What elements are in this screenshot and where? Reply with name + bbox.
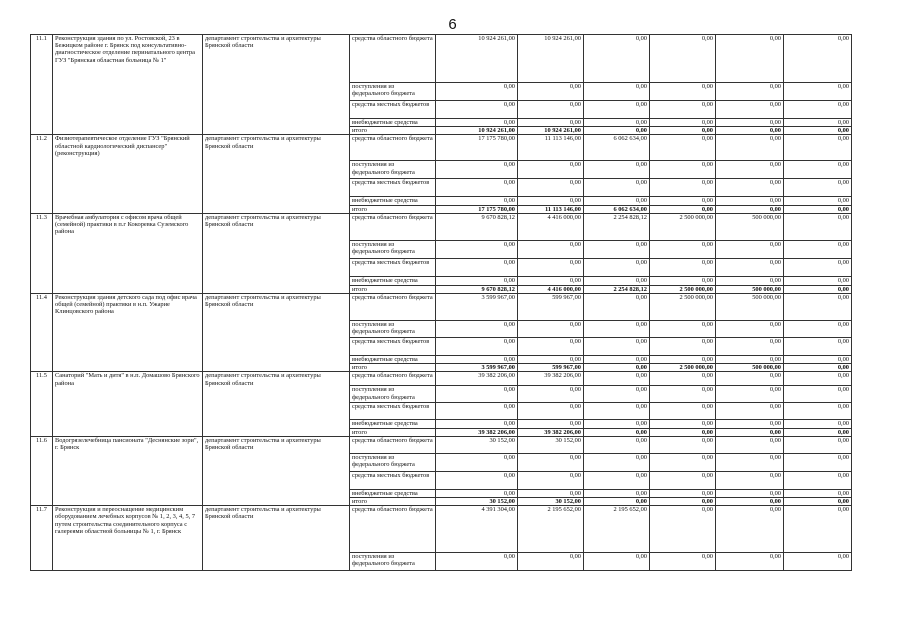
amount-cell: 0,00 [584,453,650,471]
amount-cell: 0,00 [584,179,650,197]
funding-source: поступления из федерального бюджета [350,321,436,338]
table-row [31,35,852,83]
funding-source: средства областного бюджета [350,436,436,453]
amount-cell: 0,00 [784,35,852,83]
funding-source: внебюджетные средства [350,420,436,428]
amount-cell: 0,00 [784,161,852,179]
amount-cell: 0,00 [436,471,518,489]
amount-cell: 0,00 [716,453,784,471]
amount-cell: 0,00 [518,489,584,497]
funding-source: внебюджетные средства [350,197,436,205]
amount-cell: 0,00 [518,553,584,571]
amount-cell: 0,00 [650,403,716,420]
amount-cell: 0,00 [436,179,518,197]
responsible-department: департамент строительства и архитектуры Брянской области [203,436,350,505]
amount-cell: 0,00 [650,338,716,356]
amount-cell: 39 382 206,00 [436,372,518,386]
responsible-department: департамент строительства и архитектуры Брянской области [203,294,350,372]
amount-cell: 0,00 [584,489,650,497]
amount-cell: 0,00 [518,338,584,356]
project-description: Реконструкция здания детского сада под офис врача общей (семейной) практики в н.п. Ужарие Клинцовского района [53,294,203,372]
amount-cell: 0,00 [584,553,650,571]
amount-cell: 0,00 [716,498,784,506]
amount-cell: 0,00 [716,205,784,213]
amount-cell: 0,00 [716,420,784,428]
responsible-department: департамент строительства и архитектуры Брянской области [203,135,350,213]
amount-cell: 0,00 [584,119,650,127]
amount-cell: 0,00 [784,356,852,364]
amount-cell: 0,00 [650,372,716,386]
amount-cell: 2 500 000,00 [650,294,716,321]
amount-cell: 0,00 [436,101,518,119]
amount-cell: 0,00 [716,356,784,364]
amount-cell: 0,00 [650,276,716,285]
item-number: 11.4 [31,294,53,372]
amount-cell: 0,00 [436,258,518,276]
amount-cell: 0,00 [650,428,716,436]
amount-cell: 0,00 [584,471,650,489]
amount-cell: 0,00 [518,101,584,119]
funding-source: средства областного бюджета [350,372,436,386]
amount-cell: 0,00 [650,436,716,453]
amount-cell: 0,00 [518,258,584,276]
amount-cell: 500 000,00 [716,285,784,293]
amount-cell: 0,00 [784,276,852,285]
amount-cell: 0,00 [436,403,518,420]
amount-cell: 39 382 206,00 [518,372,584,386]
responsible-department: департамент строительства и архитектуры Брянской области [203,372,350,436]
amount-cell: 10 924 261,00 [518,127,584,135]
amount-cell: 0,00 [784,119,852,127]
amount-cell: 0,00 [716,35,784,83]
amount-cell: 0,00 [518,471,584,489]
funding-source: внебюджетные средства [350,276,436,285]
amount-cell: 0,00 [436,276,518,285]
amount-cell: 0,00 [784,420,852,428]
funding-source: средства местных бюджетов [350,101,436,119]
amount-cell: 0,00 [436,338,518,356]
funding-source: поступления из федерального бюджета [350,83,436,101]
amount-cell: 0,00 [784,285,852,293]
amount-cell: 0,00 [716,240,784,258]
amount-cell: 0,00 [584,321,650,338]
table-row [31,372,852,386]
amount-cell: 0,00 [784,364,852,372]
amount-cell: 0,00 [584,197,650,205]
amount-cell: 0,00 [584,428,650,436]
amount-cell: 2 195 652,00 [518,506,584,553]
project-description: Реконструкция и переоснащение медицинским оборудованием лечебных корпусов № 1, 2, 3, 4, 5, 7 путем строительства соединительного корпуса с галереями областной больницы № 1, г. Брянск [53,506,203,571]
amount-cell: 0,00 [784,101,852,119]
amount-cell: 10 924 261,00 [436,35,518,83]
amount-cell: 0,00 [584,403,650,420]
amount-cell: 0,00 [584,372,650,386]
amount-cell: 0,00 [716,258,784,276]
amount-cell: 0,00 [436,489,518,497]
amount-cell: 2 500 000,00 [650,364,716,372]
funding-source: средства областного бюджета [350,506,436,553]
amount-cell: 2 254 828,12 [584,285,650,293]
amount-cell: 0,00 [650,356,716,364]
amount-cell: 0,00 [716,101,784,119]
table-row [31,135,852,161]
amount-cell: 0,00 [436,119,518,127]
amount-cell: 0,00 [650,119,716,127]
amount-cell: 0,00 [716,489,784,497]
amount-cell: 0,00 [716,372,784,386]
amount-cell: 0,00 [784,453,852,471]
amount-cell: 599 967,00 [518,364,584,372]
amount-cell: 0,00 [584,338,650,356]
amount-cell: 0,00 [650,240,716,258]
amount-cell: 9 670 828,12 [436,285,518,293]
item-number: 11.6 [31,436,53,505]
amount-cell: 0,00 [716,338,784,356]
amount-cell: 10 924 261,00 [436,127,518,135]
item-number: 11.3 [31,213,53,293]
amount-cell: 9 670 828,12 [436,213,518,240]
amount-cell: 0,00 [436,321,518,338]
amount-cell: 0,00 [518,197,584,205]
amount-cell: 0,00 [436,356,518,364]
amount-cell: 11 113 146,00 [518,205,584,213]
funding-source: средства областного бюджета [350,35,436,83]
project-description: Санаторий "Мать и дитя" в н.п. Домашово Брянского района [53,372,203,436]
funding-source: итого [350,205,436,213]
amount-cell: 0,00 [518,83,584,101]
amount-cell: 0,00 [784,321,852,338]
funding-source: поступления из федерального бюджета [350,240,436,258]
amount-cell: 0,00 [650,135,716,161]
amount-cell: 0,00 [584,276,650,285]
amount-cell: 0,00 [518,240,584,258]
amount-cell: 0,00 [436,420,518,428]
amount-cell: 0,00 [650,197,716,205]
amount-cell: 0,00 [784,506,852,553]
responsible-department: департамент строительства и архитектуры Брянской области [203,35,350,135]
amount-cell: 0,00 [784,372,852,386]
amount-cell: 0,00 [716,471,784,489]
item-number: 11.2 [31,135,53,213]
amount-cell: 0,00 [650,506,716,553]
item-number: 11.1 [31,35,53,135]
amount-cell: 0,00 [584,386,650,403]
amount-cell: 0,00 [584,364,650,372]
project-description: Водогрязелечебница пансионата "Деснянские зори", г. Брянск [53,436,203,505]
amount-cell: 0,00 [584,258,650,276]
amount-cell: 0,00 [436,386,518,403]
amount-cell: 17 175 780,00 [436,135,518,161]
funding-source: итого [350,428,436,436]
amount-cell: 0,00 [716,197,784,205]
amount-cell: 0,00 [650,205,716,213]
amount-cell: 0,00 [650,83,716,101]
amount-cell: 0,00 [650,258,716,276]
amount-cell: 0,00 [518,179,584,197]
amount-cell: 0,00 [650,35,716,83]
amount-cell: 0,00 [436,240,518,258]
amount-cell: 2 254 828,12 [584,213,650,240]
responsible-department: департамент строительства и архитектуры Брянской области [203,506,350,571]
funding-source: средства местных бюджетов [350,471,436,489]
amount-cell: 0,00 [784,553,852,571]
amount-cell: 0,00 [584,161,650,179]
project-description: Реконструкция здания по ул. Ростовской, 23 в Бежицком районе г. Брянск под консультативно-диагностическое отделение перинатального центра ГУЗ "Брянская областная больница № 1" [53,35,203,135]
amount-cell: 0,00 [518,321,584,338]
amount-cell: 0,00 [650,179,716,197]
amount-cell: 0,00 [518,276,584,285]
amount-cell: 17 175 780,00 [436,205,518,213]
amount-cell: 30 152,00 [518,498,584,506]
amount-cell: 0,00 [518,356,584,364]
amount-cell: 0,00 [436,553,518,571]
amount-cell: 0,00 [650,161,716,179]
amount-cell: 0,00 [650,453,716,471]
budget-table [30,34,852,571]
amount-cell: 0,00 [716,436,784,453]
funding-source: итого [350,498,436,506]
amount-cell: 0,00 [650,386,716,403]
amount-cell: 0,00 [716,386,784,403]
amount-cell: 0,00 [584,420,650,428]
funding-source: внебюджетные средства [350,489,436,497]
amount-cell: 3 599 967,00 [436,364,518,372]
amount-cell: 0,00 [784,205,852,213]
amount-cell: 0,00 [716,83,784,101]
amount-cell: 0,00 [436,197,518,205]
funding-source: внебюджетные средства [350,119,436,127]
amount-cell: 0,00 [584,83,650,101]
amount-cell: 500 000,00 [716,294,784,321]
funding-source: средства областного бюджета [350,213,436,240]
amount-cell: 0,00 [716,321,784,338]
amount-cell: 0,00 [716,127,784,135]
amount-cell: 500 000,00 [716,213,784,240]
amount-cell: 39 382 206,00 [436,428,518,436]
amount-cell: 0,00 [784,135,852,161]
amount-cell: 0,00 [784,240,852,258]
amount-cell: 0,00 [716,506,784,553]
amount-cell: 2 195 652,00 [584,506,650,553]
amount-cell: 0,00 [436,83,518,101]
amount-cell: 0,00 [784,436,852,453]
funding-source: средства местных бюджетов [350,179,436,197]
table-row [31,436,852,453]
amount-cell: 4 391 304,00 [436,506,518,553]
item-number: 11.7 [31,506,53,571]
funding-source: средства областного бюджета [350,135,436,161]
funding-source: поступления из федерального бюджета [350,386,436,403]
project-description: Врачебная амбулатория с офисом врача общей (семейной) практики в п.г Кокоревка Суземского района [53,213,203,293]
amount-cell: 0,00 [716,403,784,420]
amount-cell: 0,00 [650,321,716,338]
amount-cell: 0,00 [716,135,784,161]
amount-cell: 0,00 [650,553,716,571]
amount-cell: 30 152,00 [436,498,518,506]
amount-cell: 0,00 [518,453,584,471]
funding-source: внебюджетные средства [350,356,436,364]
amount-cell: 0,00 [518,386,584,403]
amount-cell: 10 924 261,00 [518,35,584,83]
funding-source: средства местных бюджетов [350,403,436,420]
amount-cell: 0,00 [716,428,784,436]
funding-source: итого [350,285,436,293]
item-number: 11.5 [31,372,53,436]
amount-cell: 0,00 [784,489,852,497]
amount-cell: 0,00 [716,276,784,285]
amount-cell: 0,00 [650,471,716,489]
amount-cell: 30 152,00 [436,436,518,453]
table-row [31,213,852,240]
amount-cell: 2 500 000,00 [650,213,716,240]
funding-source: поступления из федерального бюджета [350,553,436,571]
amount-cell: 0,00 [784,127,852,135]
amount-cell: 599 967,00 [518,294,584,321]
amount-cell: 0,00 [584,294,650,321]
amount-cell: 3 599 967,00 [436,294,518,321]
funding-source: итого [350,364,436,372]
amount-cell: 0,00 [784,428,852,436]
amount-cell: 11 113 146,00 [518,135,584,161]
amount-cell: 0,00 [784,498,852,506]
page-number: 6 [448,16,457,33]
amount-cell: 0,00 [784,197,852,205]
amount-cell: 39 382 206,00 [518,428,584,436]
amount-cell: 0,00 [650,498,716,506]
amount-cell: 0,00 [518,420,584,428]
amount-cell: 0,00 [584,240,650,258]
amount-cell: 0,00 [584,127,650,135]
amount-cell: 0,00 [650,101,716,119]
funding-source: поступления из федерального бюджета [350,161,436,179]
amount-cell: 0,00 [584,35,650,83]
amount-cell: 0,00 [784,471,852,489]
amount-cell: 0,00 [784,213,852,240]
funding-source: средства местных бюджетов [350,338,436,356]
amount-cell: 0,00 [784,258,852,276]
funding-source: поступления из федерального бюджета [350,453,436,471]
amount-cell: 0,00 [584,436,650,453]
funding-source: итого [350,127,436,135]
amount-cell: 0,00 [436,453,518,471]
amount-cell: 0,00 [518,119,584,127]
amount-cell: 0,00 [584,356,650,364]
amount-cell: 0,00 [716,161,784,179]
amount-cell: 0,00 [584,101,650,119]
funding-source: средства местных бюджетов [350,258,436,276]
amount-cell: 0,00 [716,553,784,571]
amount-cell: 2 500 000,00 [650,285,716,293]
funding-source: средства областного бюджета [350,294,436,321]
amount-cell: 0,00 [784,386,852,403]
amount-cell: 0,00 [518,161,584,179]
amount-cell: 0,00 [784,179,852,197]
amount-cell: 30 152,00 [518,436,584,453]
amount-cell: 0,00 [584,498,650,506]
amount-cell: 500 000,00 [716,364,784,372]
amount-cell: 0,00 [784,83,852,101]
amount-cell: 0,00 [716,179,784,197]
amount-cell: 6 062 634,00 [584,135,650,161]
amount-cell: 0,00 [716,119,784,127]
amount-cell: 0,00 [784,338,852,356]
amount-cell: 0,00 [784,403,852,420]
project-description: Физиотерапевтическое отделение ГУЗ "Брянский областной кардиологический диспансер" (реконструкция) [53,135,203,213]
amount-cell: 0,00 [518,403,584,420]
table-row [31,294,852,321]
amount-cell: 6 062 634,00 [584,205,650,213]
amount-cell: 0,00 [650,489,716,497]
amount-cell: 0,00 [650,127,716,135]
amount-cell: 0,00 [650,420,716,428]
amount-cell: 4 416 000,00 [518,285,584,293]
table-row [31,506,852,553]
amount-cell: 0,00 [436,161,518,179]
amount-cell: 4 416 000,00 [518,213,584,240]
responsible-department: департамент строительства и архитектуры Брянской области [203,213,350,293]
amount-cell: 0,00 [784,294,852,321]
